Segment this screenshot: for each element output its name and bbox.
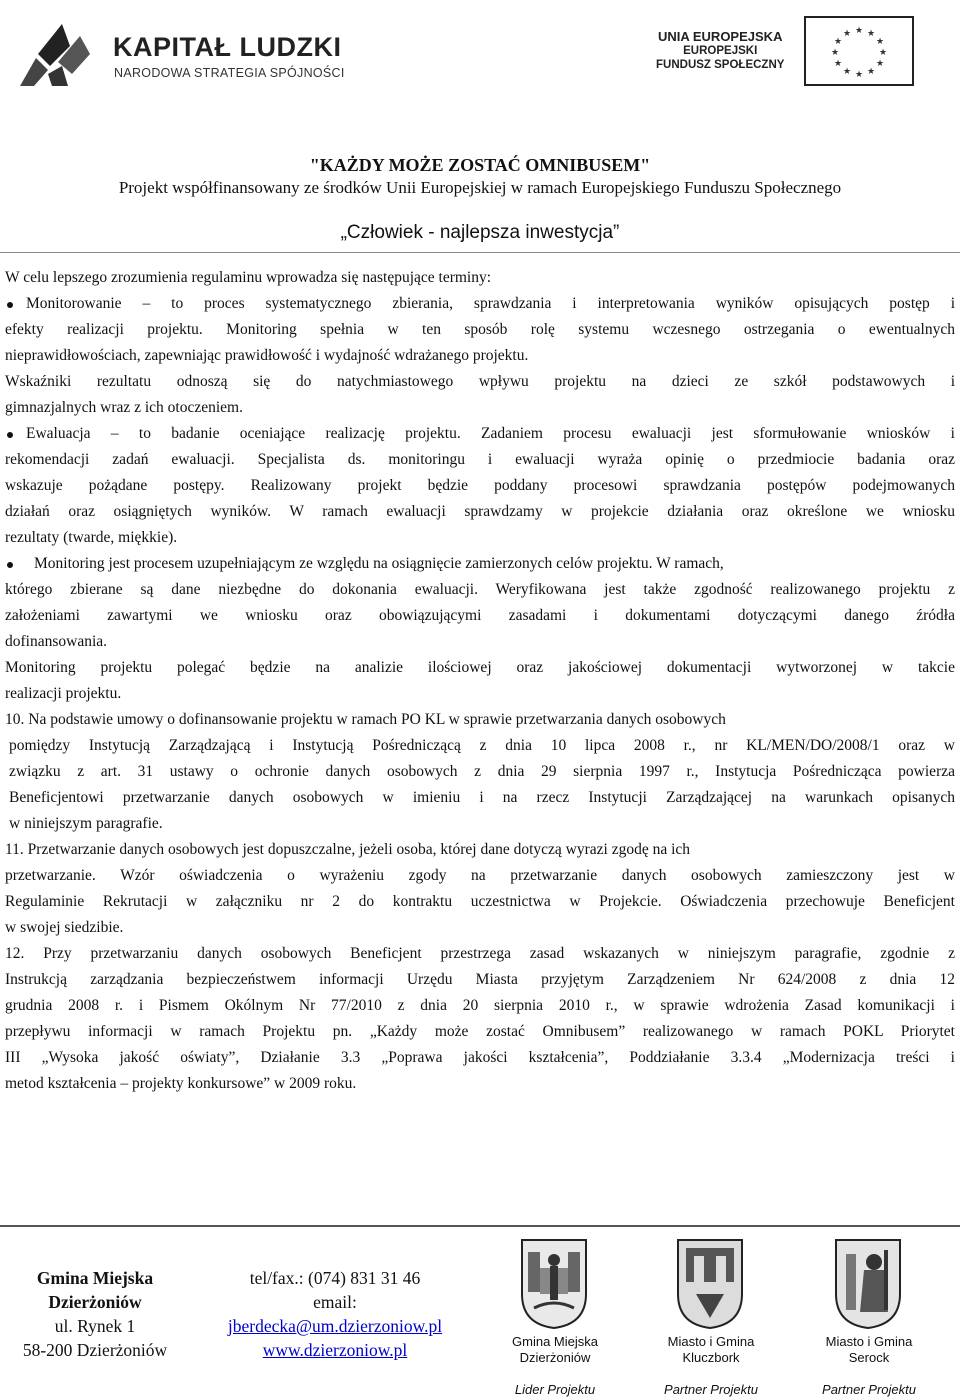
eu-logo-text <box>656 30 784 72</box>
svg-text:★: ★ <box>875 59 885 69</box>
body-line: 10. Na podstawie umowy o dofinansowanie projektu w ramach PO KL w sprawie przetwarzania danych osobowych <box>5 711 726 728</box>
body-line: efekty realizacji projektu. Monitoring spełnia w ten sposób rolę systemu wczesnego ostrzegania o ewentualnych <box>5 321 955 338</box>
body-line: W celu lepszego zrozumienia regulaminu wprowadza się następujące terminy: <box>5 269 492 286</box>
body-line: gimnazjalnych wraz z ich otoczeniem. <box>5 399 243 416</box>
svg-text:★: ★ <box>833 59 843 69</box>
body-line: którego zbierane są dane niezbędne do dokonania ewaluacji. Weryfikowana jest także zgodność realizowanego projektu z <box>5 581 955 598</box>
body-line: grudnia 2008 r. i Pismem Okólnym Nr 77/2010 z dnia 20 sierpnia 2010 r., w sprawie wdrożenia Zasad komunikacji i <box>5 997 955 1014</box>
body-line: działań oraz osiągniętych wyników. W ramach ewaluacji sprawdzamy w projekcie działania oraz określone we wniosku <box>5 503 955 520</box>
body-line: przetwarzanie. Wzór oświadczenia o wyrażeniu zgody na przetwarzanie danych osobowych zamieszczony jest w <box>5 867 955 884</box>
footer-org-city: Dzierżoniów <box>48 1292 142 1312</box>
body-line: Monitoring jest procesem uzupełniającym ze względu na osiągnięcie zamierzonych celów projektu. W ramach, <box>34 555 724 572</box>
body-line: w niniejszym paragrafie. <box>9 815 163 832</box>
serock-crest-icon <box>834 1238 902 1330</box>
body-line: związku z art. 31 ustawy o ochronie danych osobowych z dnia 29 sierpnia 1997 r., Instytucja Pośrednicząca powierza <box>9 763 955 780</box>
svg-text:★: ★ <box>866 29 876 39</box>
dzierzoniow-crest-icon <box>520 1238 588 1330</box>
footer-org-postal: 58-200 Dzierżoniów <box>22 1340 168 1360</box>
svg-text:★: ★ <box>878 48 888 58</box>
svg-text:★: ★ <box>854 70 864 80</box>
body-line: Monitorowanie – to proces systematycznego zbierania, sprawdzania i interpretowania wyników opisujących postęp i <box>26 295 955 312</box>
body-line: założeniami zawartymi we wniosku oraz obowiązującymi zasadami i dokumentami dotyczącymi danego źródła <box>5 607 955 624</box>
partner-role: Lider Projektu <box>514 1382 596 1397</box>
body-line: Wskaźniki rezultatu odnoszą się do natychmiastowego wpływu projektu na dzieci ze szkół podstawowych i <box>5 373 955 390</box>
body-line: Instrukcją zarządzania bezpieczeństwem informacji Urzędu Miasta przyjętym Zarządzeniem Nr 624/2008 z dnia 12 <box>5 971 955 988</box>
partner-name <box>646 1334 776 1366</box>
body-line: 11. Przetwarzanie danych osobowych jest dopuszczalne, jeżeli osoba, której dane dotyczą wyrazi zgodę na ich <box>5 841 691 858</box>
kapital-ludzki-title: KAPITAŁ LUDZKI <box>113 32 342 62</box>
body-line: 12. Przy przetwarzaniu danych osobowych Beneficjent przestrzega zasad wskazanych w niniejszym paragrafie, zgodnie z <box>5 945 955 962</box>
project-slogan: „Człowiek - najlepsza inwestycja” <box>340 222 620 243</box>
project-subtitle: Projekt współfinansowany ze środków Unii Europejskiej w ramach Europejskiego Funduszu Społecznego <box>118 178 842 197</box>
footer-email-link[interactable]: jberdecka@um.dzierzoniow.pl <box>227 1316 443 1336</box>
footer-org-name: Gmina Miejska <box>36 1268 154 1288</box>
body-line: przepływu informacji w ramach Projektu pn. „Każdy może zostać Omnibusem” realizowanego w ramach POKL Priorytet <box>5 1023 955 1040</box>
eu-logo-line2: EUROPEJSKI <box>683 45 758 57</box>
footer-phone: tel/fax.: (074) 831 31 46 <box>249 1268 421 1288</box>
kapital-ludzki-mark-icon <box>18 18 93 88</box>
body-line: Monitoring projektu polegać będzie na analizie ilościowej oraz jakościowej dokumentacji wytworzonej w takcie <box>5 659 955 676</box>
footer-email-label: email: <box>313 1292 357 1312</box>
partner-name-line2: Serock <box>848 1350 890 1365</box>
body-line: pomiędzy Instytucją Zarządzającą i Instytucją Pośredniczącą z dnia 10 lipca 2008 r., nr KL/MEN/DO/2008/1 oraz w <box>9 737 955 754</box>
kapital-ludzki-logo <box>18 18 358 88</box>
partner-name-line1: Miasto i Gmina <box>825 1334 913 1349</box>
svg-text:★: ★ <box>830 48 840 58</box>
svg-text:★: ★ <box>833 37 843 47</box>
partner-role: Partner Projektu <box>822 1382 916 1397</box>
footer-organization <box>10 1266 180 1362</box>
body-line: metod kształcenia – projekty konkursowe” w 2009 roku. <box>5 1075 357 1092</box>
body-line: III „Wysoka jakość oświaty”, Działanie 3.3 „Poprawa jakości kształcenia”, Poddziałanie 3.3.4 „Modernizacja treści i <box>5 1049 955 1066</box>
footer-divider <box>0 1225 960 1227</box>
svg-text:★: ★ <box>854 26 864 36</box>
eu-logo-line3: FUNDUSZ SPOŁECZNY <box>656 59 785 71</box>
body-line: realizacji projektu. <box>5 685 122 702</box>
body-line: dofinansowania. <box>5 633 108 650</box>
partner-role: Partner Projektu <box>664 1382 758 1397</box>
bullet-icon <box>7 562 13 568</box>
footer-website-link[interactable]: www.dzierzoniow.pl <box>262 1340 408 1360</box>
svg-text:★: ★ <box>866 67 876 77</box>
svg-text:★: ★ <box>842 67 852 77</box>
body-line: nieprawidłowościach, zapewniając prawidłowość i wydajność wdrażanego projektu. <box>5 347 529 364</box>
partner-name <box>804 1334 934 1366</box>
project-title: "KAŻDY MOŻE ZOSTAĆ OMNIBUSEM" <box>309 155 651 175</box>
body-line: wskazuje pożądane postępy. Realizowany projekt będzie poddany procesowi sprawdzania postępów podejmowanych <box>5 477 955 494</box>
header-divider <box>0 252 960 253</box>
body-line: rekomendacji zadań ewaluacji. Specjalista ds. monitoringu i ewaluacji wyraża opinię o przedmiocie badania oraz <box>5 451 955 468</box>
body-line: Regulaminie Rekrutacji w załączniku nr 2 do kontraktu uczestnictwa w Projekcie. Oświadczenia przechowuje Beneficjent <box>5 893 955 910</box>
bullet-icon <box>7 432 13 438</box>
partner-name-line2: Dzierżoniów <box>519 1350 591 1365</box>
partner-name-line2: Kluczbork <box>682 1350 740 1365</box>
footer-org-street: ul. Rynek 1 <box>54 1316 136 1336</box>
svg-text:★: ★ <box>875 37 885 47</box>
kluczbork-crest-icon <box>676 1238 744 1330</box>
kapital-ludzki-subtitle: NARODOWA STRATEGIA SPÓJNOŚCI <box>114 66 345 80</box>
svg-text:★: ★ <box>842 29 852 39</box>
bullet-icon <box>7 302 13 308</box>
partner-name-line1: Gmina Miejska <box>512 1334 598 1349</box>
footer-contact <box>200 1266 470 1362</box>
eu-logo <box>620 12 920 82</box>
body-line: Beneficjentowi przetwarzanie danych osobowych w imieniu i na rzecz Instytucji Zarządzającej na warunkach opisanych <box>9 789 955 806</box>
body-line: w swojej siedzibie. <box>5 919 124 936</box>
eu-flag-icon <box>804 16 914 86</box>
body-line: rezultaty (twarde, miękkie). <box>5 529 178 546</box>
partner-name <box>490 1334 620 1366</box>
partner-name-line1: Miasto i Gmina <box>667 1334 755 1349</box>
eu-logo-line1: UNIA EUROPEJSKA <box>657 29 783 44</box>
body-line: Ewaluacja – to badanie oceniające realizację projektu. Zadaniem procesu ewaluacji jest sformułowanie wniosków i <box>26 425 955 442</box>
